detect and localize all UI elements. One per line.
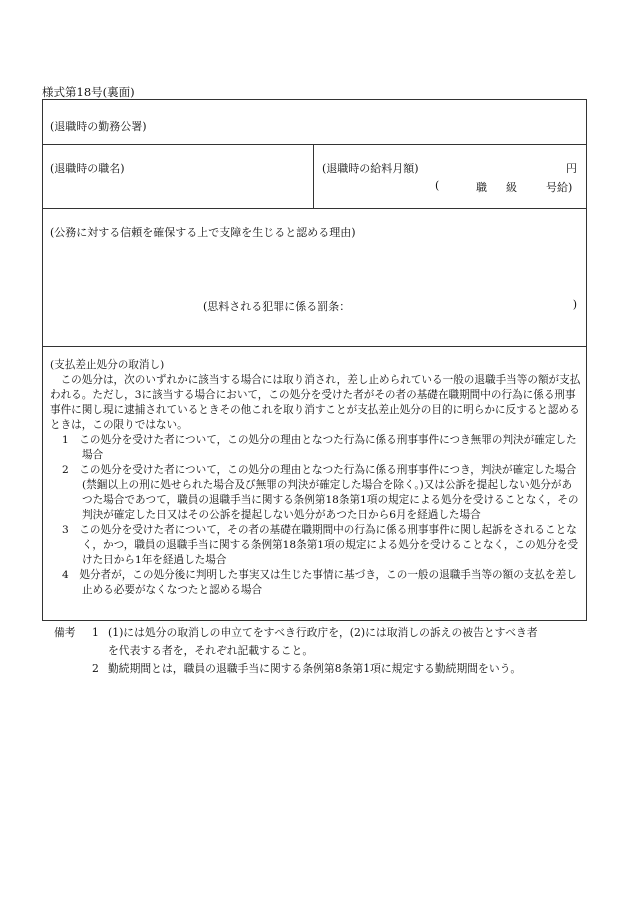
salary-grade-row <box>43 179 588 193</box>
cancellation-item: 1 この処分を受けた者について，この処分の理由となつた行為に係る刑事事件につき無罪の判決が確定した場合 <box>62 434 577 461</box>
reason-label: (公務に対する信頼を確保する上で支障を生じると認める理由) <box>50 226 356 239</box>
grade-open-paren: ( <box>435 179 440 192</box>
position-label: (退職時の職名) <box>50 162 125 175</box>
grade-gokyu: 号給) <box>546 181 573 194</box>
form-table <box>42 99 587 621</box>
cancellation-heading: (支払差止処分の取消し) <box>50 359 165 371</box>
office-label: (退職時の勤務公署) <box>50 120 147 133</box>
divider-salary <box>43 208 586 209</box>
remarks <box>42 624 592 678</box>
grade-shoku: 職 <box>476 181 487 194</box>
form-title: 様式第18号(裏面) <box>42 85 135 99</box>
remarks-label: 備考 <box>54 626 76 639</box>
remarks-number: 1 <box>92 626 99 639</box>
remarks-number: 2 <box>92 662 99 675</box>
cancellation-item: 4 処分者が，この処分後に判明した事実又は生じた事情に基づき，この一般の退職手当等の額の支払を差し止める必要がなくなつたと認める場合 <box>62 569 577 596</box>
remarks-line: (1)には処分の取消しの申立てをすべき行政庁を，(2)には取消しの訴えの被告とすべき者 <box>108 626 538 639</box>
salary-label: (退職時の給料月額) <box>322 162 419 175</box>
divider-vertical <box>313 144 314 208</box>
divider-reason <box>43 346 586 347</box>
cancellation-item: 2 この処分を受けた者について，この処分の理由となつた行為に係る刑事事件につき，判決が確定した場合(禁錮以上の刑に処せられた場合及び無罪の判決が確定した場合を除く。)又は公訴を提起しない処分があつた場合であつて，職員の退職手当に関する条例第18条第1項の規定による処分を受けることなく，その判決が確定した日又はその公訴を提起しない処分があつた日から6月を経過した場合 <box>62 464 579 521</box>
remarks-line: を代表する者を，それぞれ記載すること。 <box>108 644 314 657</box>
cancellation-item: 3 この処分を受けた者について，その者の基礎在職期間中の行為に係る刑事事件に関し起訴をされることなく，かつ，職員の退職手当に関する条例第18条第1項の規定による処分を受けることなく，この処分を受けた日から1年を経過した場合 <box>62 524 579 566</box>
cancellation-section <box>50 358 582 598</box>
provision-label: (思料される犯罪に係る罰条： <box>203 300 351 313</box>
cancellation-intro: この処分は，次のいずれかに該当する場合には取り消され，差し止められている一般の退職手当等の額が支払われる。ただし，3に該当する場合において，この処分を受けた者がその者の基礎在職期間中の行為に係る刑事事件に関し現に逮捕されているときその他これを取り消すことが支払差止処分の目的に明らかに反すると認めるときは，この限りではない。 <box>50 374 581 431</box>
salary-unit: 円 <box>566 162 577 175</box>
remarks-line: 勤続期間とは，職員の退職手当に関する条例第8条第1項に規定する勤続期間をいう。 <box>108 662 522 675</box>
grade-kyu: 級 <box>506 181 517 194</box>
divider-office <box>43 144 586 145</box>
provision-close: ) <box>572 298 577 311</box>
